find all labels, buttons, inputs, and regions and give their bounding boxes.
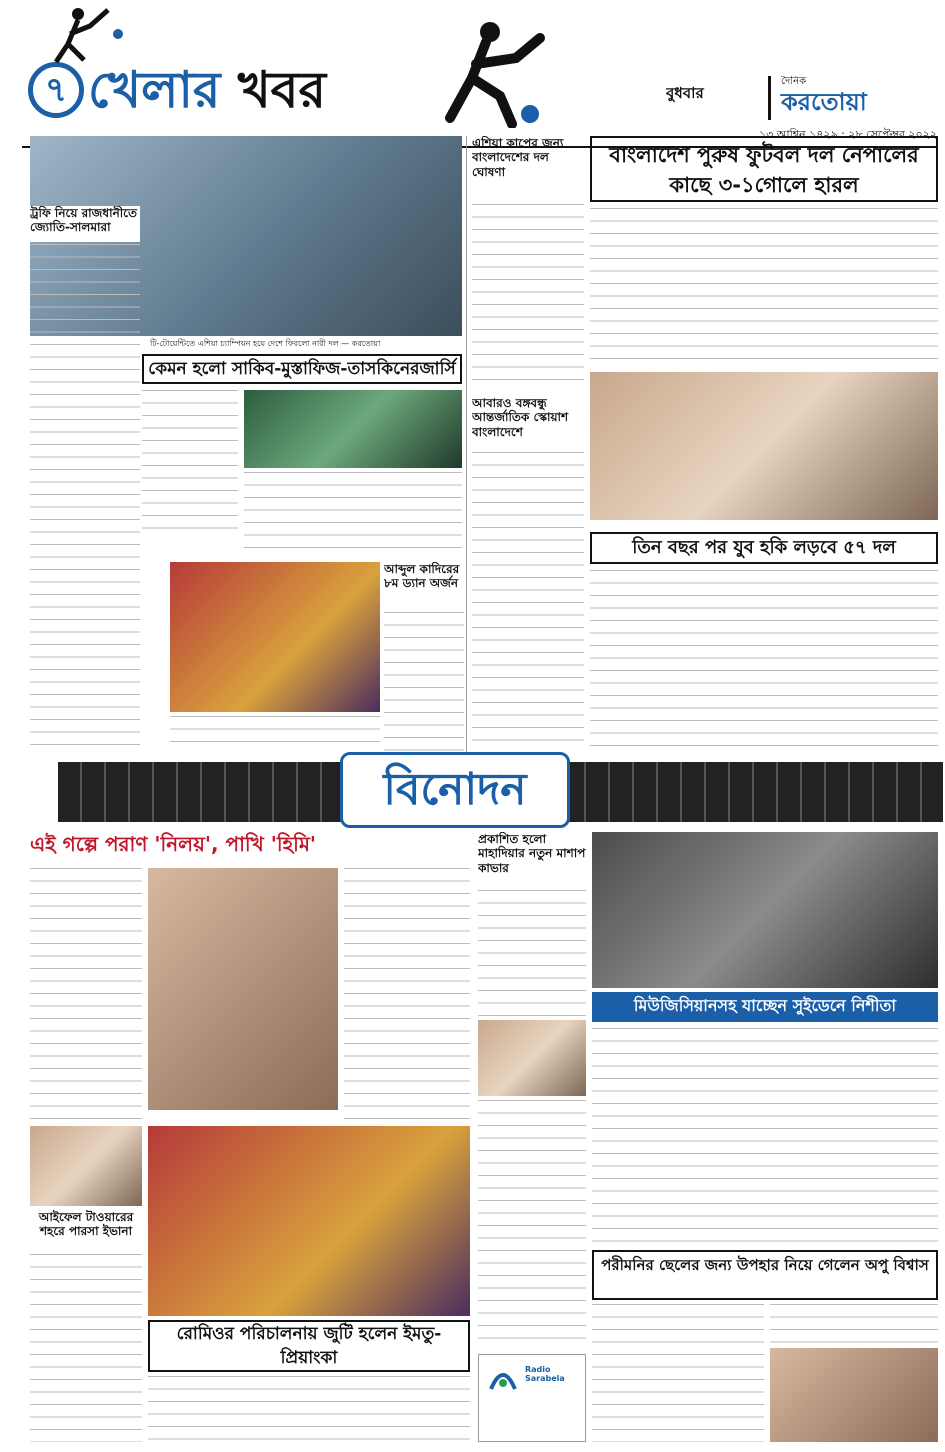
trophy-body-text — [30, 244, 140, 754]
jersey-players-photo — [244, 390, 462, 468]
niloy-himi-photo — [148, 868, 338, 1110]
kader-body — [384, 612, 464, 752]
date-line: ১৩ আশ্বিন ১৪২৯ : ২৮ সেপ্টেম্বর ২০২২ — [759, 128, 937, 141]
shakib-body-col1 — [142, 390, 238, 530]
page-number: ৭ — [28, 62, 84, 118]
cricket-player-icon — [8, 4, 138, 64]
brand-prefix: দৈনিক — [781, 76, 807, 87]
shakib-headline: কেমন হলো সাকিব-মুস্তাফিজ-তাসকিনেরজার্সি — [142, 354, 462, 384]
squash-headline: আবারও বঙ্গবন্ধু আন্তর্জাতিক স্কোয়াশ বাংলাদেশে — [472, 396, 569, 439]
kader-headline: আব্দুল কাদিরের ৮ম ড্যান অর্জন — [384, 562, 460, 591]
nishita-group-photo — [592, 832, 938, 988]
brand-name: করতোয়া — [781, 88, 867, 116]
mahadi-headline: প্রকাশিত হলো মাহাদিয়ার নতুন মাশাপ কাভার — [478, 832, 586, 875]
porimoni-body-col1 — [592, 1304, 764, 1442]
durga-puja-poster-photo — [148, 1126, 470, 1316]
masthead-title-part1: খেলার — [88, 61, 221, 119]
romeo-headline: রোমিওর পরিচালনায় জুটি হলেন ইমতু-প্রিয়াংকা — [148, 1320, 470, 1372]
karate-caption — [170, 716, 380, 752]
romeo-body — [148, 1376, 470, 1442]
paris-headline: আইফেল টাওয়ারের শহরে পারসা ইভানা — [38, 1210, 134, 1239]
porimoni-body-col2 — [770, 1304, 938, 1344]
mahadi-body-2 — [478, 1100, 586, 1350]
mahadi-body-1 — [478, 890, 586, 1016]
press-conference-photo — [590, 372, 938, 520]
squash-body — [472, 452, 584, 752]
hockey-headline: তিন বছর পর যুব হকি লড়বে ৫৭ দল — [590, 532, 938, 564]
apu-biswas-photo — [770, 1348, 938, 1442]
asia-cup-headline: এশিয়া কাপের জন্য বাংলাদেশের দল ঘোষণা — [472, 136, 564, 179]
weekday: বুধবার — [666, 84, 704, 102]
trophy-headline: ট্রফি নিয়ে রাজধানীতে জ্যোতি-সালমারা — [30, 206, 140, 242]
column-divider — [466, 136, 467, 754]
footballer-silhouette-icon — [420, 18, 550, 128]
team-photo-caption: টি-টোয়েন্টিতে এশিয়া চ্যাম্পিয়ন হয়ে দেশে ফিরলো নারী দল — করতোয়া — [150, 339, 381, 348]
newspaper-brand — [768, 76, 938, 120]
karate-award-photo — [170, 562, 380, 712]
masthead-title-part2: খবর — [237, 61, 326, 119]
niloy-headline: এই গল্পে পরাণ 'নিলয়', পাখি 'হিমি' — [30, 832, 317, 856]
hockey-body — [590, 570, 938, 754]
entertainment-section-title: বিনোদন — [340, 752, 570, 828]
radio-name: Radio Sarabela — [525, 1365, 565, 1383]
asia-cup-body — [472, 204, 584, 390]
nishita-headline: মিউজিসিয়ানসহ যাচ্ছেন সুইডেনে নিশীতা — [592, 992, 938, 1022]
paris-body — [30, 1254, 142, 1442]
nishita-body — [592, 1028, 938, 1242]
niloy-body-col1 — [30, 868, 142, 1120]
football-body — [590, 208, 938, 368]
porimoni-headline: পরীমনির ছেলের জন্য উপহার নিয়ে গেলেন অপু বিশ্বাস — [592, 1250, 938, 1300]
radio-logo-icon — [483, 1359, 523, 1393]
football-headline: বাংলাদেশ পুরুষ ফুটবল দল নেপালের কাছে ৩-১গোলে হারল — [590, 136, 938, 202]
mahadia-photo — [478, 1020, 586, 1096]
niloy-body-col2 — [344, 868, 470, 1120]
shakib-body-col2 — [244, 472, 462, 558]
parsa-evana-photo — [30, 1126, 142, 1206]
radio-advert — [478, 1354, 586, 1442]
